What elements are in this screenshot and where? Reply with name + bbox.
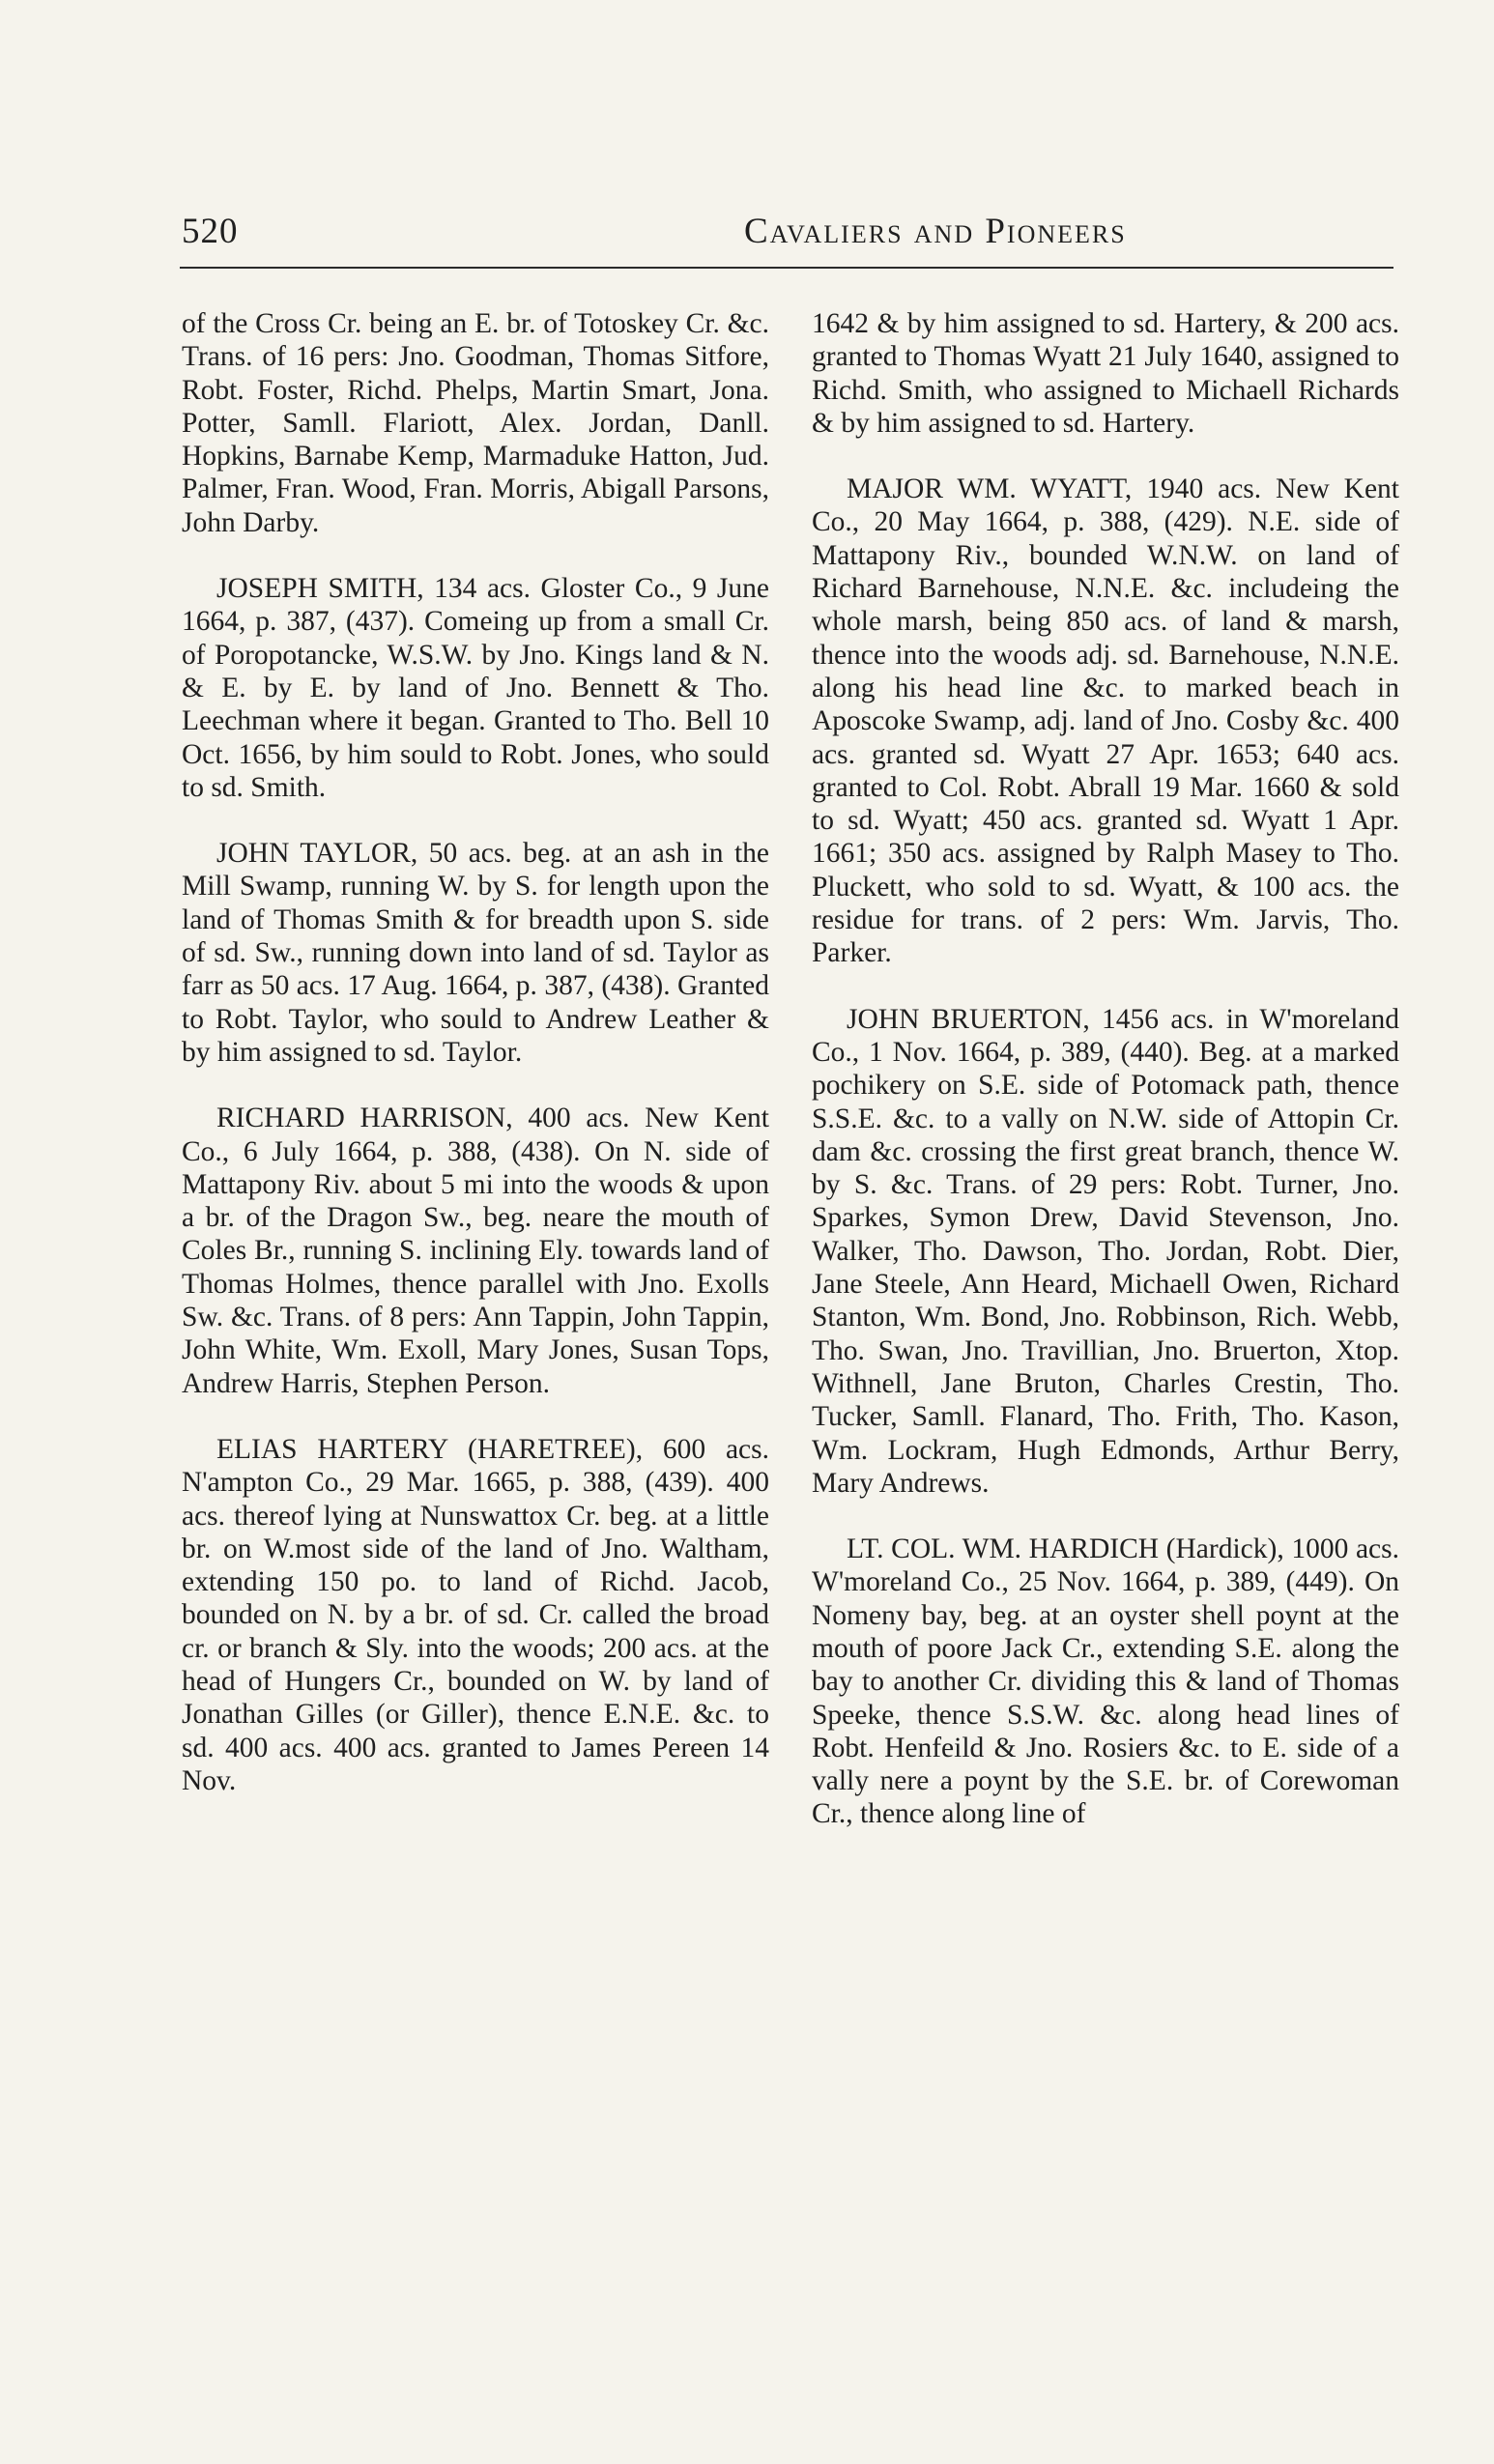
entry-lt-col-wm-hardich: LT. COL. WM. HARDICH (Hardick), 1000 acs. W'moreland Co., 25 Nov. 1664, p. 389, (449). On Nomeny bay, beg. at an oyster shell poynt at the mouth of poore Jack Cr., extending S.E. along the bay to another Cr. dividing this & land of Thomas Speeke, thence S.S.W. &c. along head lines of Robt. Henfeild & Jno. Rosiers &c. to E. side of a vally nere a poynt by the S.E. br. of Corewoman Cr., thence along line of xyxy=(812,1533,1399,1830)
entry-continuation: of the Cross Cr. being an E. br. of Totoskey Cr. &c. Trans. of 16 pers: Jno. Goodman, Thomas Sitfore, Robt. Foster, Richd. Phelps, Martin Smart, Jona. Potter, Samll. Flariott, Alex. Jordan, Danll. Hopkins, Barnabe Kemp, Marmaduke Hatton, Jud. Palmer, Fran. Wood, Fran. Morris, Abigall Parsons, John Darby. xyxy=(182,308,769,538)
running-head: Cavaliers and Pioneers xyxy=(744,212,1127,251)
entry-elias-hartery: ELIAS HARTERY (HARETREE), 600 acs. N'ampton Co., 29 Mar. 1665, p. 388, (439). 400 acs. thereof lying at Nunswattox Cr. beg. at a little br. on W.most side of the land of Jno. Waltham, extending 150 po. to land of Richd. Jacob, bounded on N. by a br. of sd. Cr. called the broad cr. or branch & Sly. into the woods; 200 acs. at the head of Hungers Cr., bounded on W. by land of Jonathan Gilles (or Giller), thence E.N.E. &c. to sd. 400 acs. 400 acs. granted to James Pereen 14 Nov. xyxy=(182,1433,769,1796)
entry-john-taylor: JOHN TAYLOR, 50 acs. beg. at an ash in the Mill Swamp, running W. by S. for length upon the land of Thomas Smith & for breadth upon S. side of sd. Sw., running down into land of sd. Taylor as farr as 50 acs. 17 Aug. 1664, p. 387, (438). Granted to Robt. Taylor, who sould to Andrew Leather & by him assigned to sd. Taylor. xyxy=(182,838,769,1068)
entry-continuation: 1642 & by him assigned to sd. Hartery, & 200 acs. granted to Thomas Wyatt 21 July 1640, assigned to Richd. Smith, who assigned to Michaell Richards & by him assigned to sd. Hartery. xyxy=(812,308,1399,439)
entry-joseph-smith: JOSEPH SMITH, 134 acs. Gloster Co., 9 June 1664, p. 387, (437). Comeing up from a small Cr. of Poropotancke, W.S.W. by Jno. Kings land & N. & E. by E. by land of Jno. Bennett & Tho. Leechman where it began. Granted to Tho. Bell 10 Oct. 1656, by him sould to Robt. Jones, who sould to sd. Smith. xyxy=(182,573,769,803)
left-column xyxy=(182,307,769,1830)
page-number: 520 xyxy=(182,212,239,251)
page-header xyxy=(180,211,1393,269)
entry-major-wm-wyatt: MAJOR WM. WYATT, 1940 acs. New Kent Co., 20 May 1664, p. 388, (429). N.E. side of Mattapony Riv., bounded W.N.W. on land of Richard Barnehouse, N.N.E. &c. includeing the whole marsh, being 850 acs. of land & marsh, thence into the woods adj. sd. Barnehouse, N.N.E. along his head line &c. to marked beach in Aposcoke Swamp, adj. land of Jno. Cosby &c. 400 acs. granted sd. Wyatt 27 Apr. 1653; 640 acs. granted to Col. Robt. Abrall 19 Mar. 1660 & sold to sd. Wyatt; 450 acs. granted sd. Wyatt 1 Apr. 1661; 350 acs. assigned by Ralph Masey to Tho. Pluckett, who sold to sd. Wyatt, & 100 acs. the residue for trans. of 2 pers: Wm. Jarvis, Tho. Parker. xyxy=(812,473,1399,969)
entry-richard-harrison: RICHARD HARRISON, 400 acs. New Kent Co., 6 July 1664, p. 388, (438). On N. side of Mattapony Riv. about 5 mi into the woods & upon a br. of the Dragon Sw., beg. neare the mouth of Coles Br., running S. inclining Ely. towards land of Thomas Holmes, thence parallel with Jno. Exolls Sw. &c. Trans. of 8 pers: Ann Tappin, John Tappin, John White, Wm. Exoll, Mary Jones, Susan Tops, Andrew Harris, Stephen Person. xyxy=(182,1103,769,1399)
right-column xyxy=(812,307,1399,1864)
entry-john-bruerton: JOHN BRUERTON, 1456 acs. in W'moreland Co., 1 Nov. 1664, p. 389, (440). Beg. at a marked pochikery on S.E. side of Potomack path, thence S.S.E. &c. to a vally on N.W. side of Attopin Cr. dam &c. crossing the first great branch, thence W. by S. &c. Trans. of 29 pers: Robt. Turner, Jno. Sparkes, Symon Drew, David Stevenson, Jno. Walker, Tho. Dawson, Tho. Jordan, Robt. Dier, Jane Steele, Ann Heard, Michaell Owen, Richard Stanton, Wm. Bond, Jno. Robbinson, Rich. Webb, Tho. Swan, Jno. Travillian, Jno. Bruerton, Xtop. Withnell, Jane Bruton, Charles Crestin, Tho. Tucker, Samll. Flanard, Tho. Frith, Tho. Kason, Wm. Lockram, Hugh Edmonds, Arthur Berry, Mary Andrews. xyxy=(812,1003,1399,1499)
